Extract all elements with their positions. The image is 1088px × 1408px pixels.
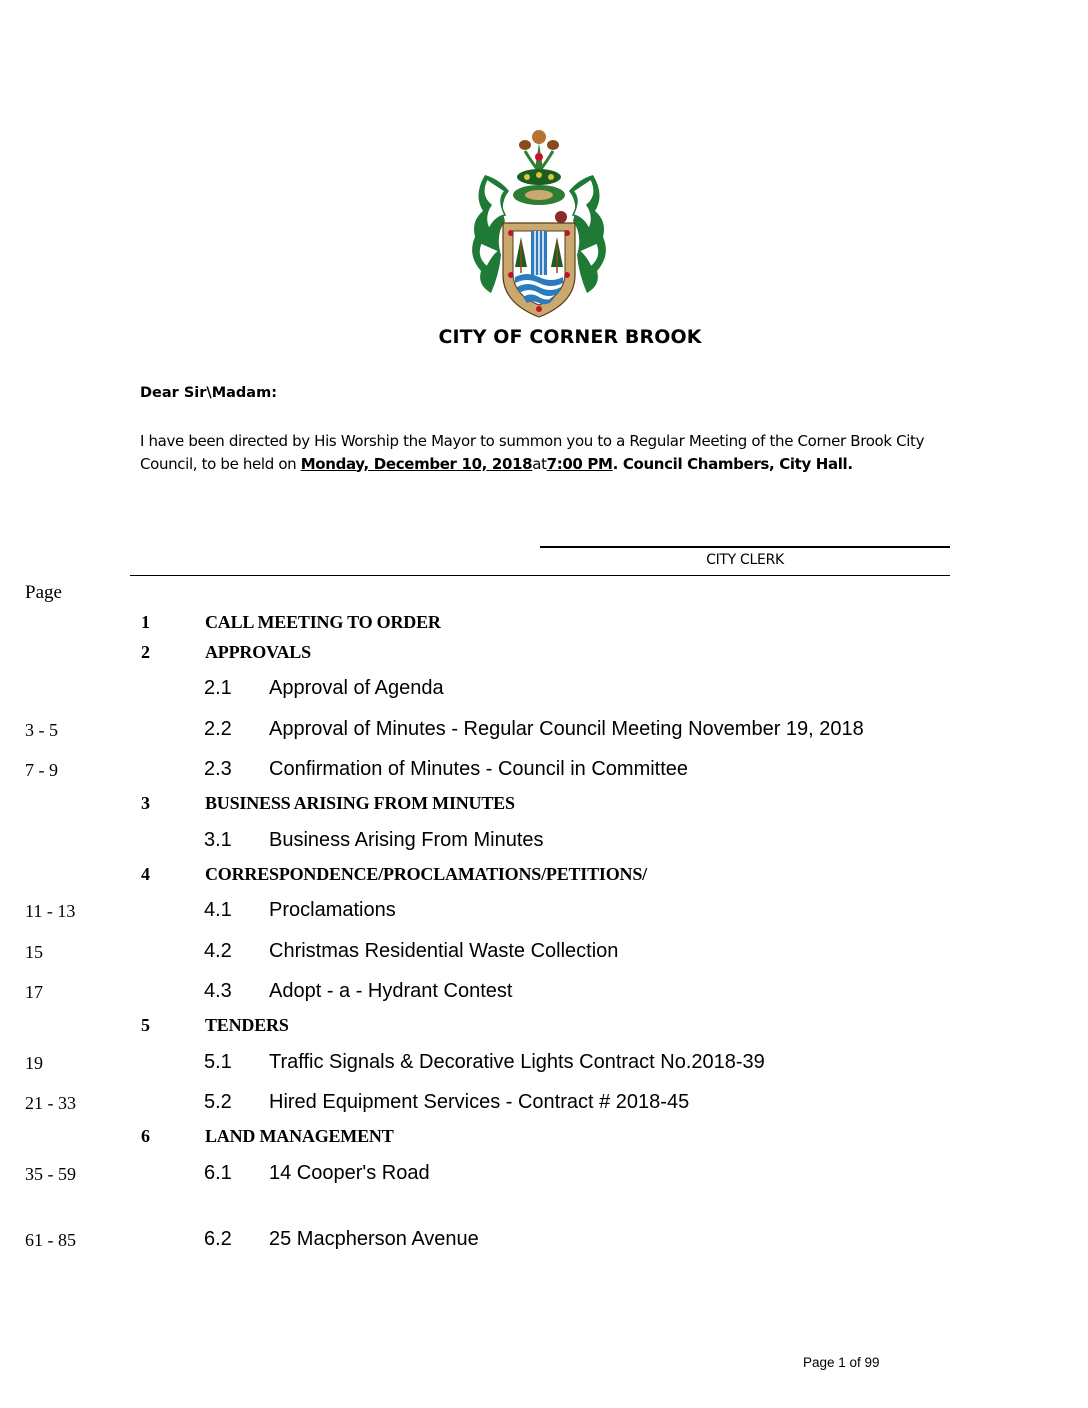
item-number: 5.2 — [204, 1091, 232, 1113]
agenda-section — [0, 1126, 1088, 1156]
item-pages: 17 — [25, 982, 43, 1002]
city-name-title: CITY OF CORNER BROOK — [438, 326, 702, 348]
section-number: 5 — [141, 1015, 150, 1035]
item-number: 4.2 — [204, 940, 232, 962]
meeting-date: Monday, December 10, 2018 — [300, 454, 533, 473]
item-pages: 3 - 5 — [25, 720, 58, 740]
item-pages: 61 - 85 — [25, 1230, 76, 1250]
agenda-item — [0, 940, 1088, 970]
item-title: Christmas Residential Waste Collection — [269, 940, 619, 962]
item-number: 2.2 — [204, 718, 232, 740]
section-number: 3 — [141, 793, 150, 813]
item-pages: 21 - 33 — [25, 1093, 76, 1113]
section-title: APPROVALS — [205, 642, 311, 662]
summons-paragraph — [140, 430, 940, 475]
item-title: Traffic Signals & Decorative Lights Contract No.2018-39 — [269, 1051, 765, 1073]
agenda-section — [0, 793, 1088, 823]
agenda-item — [0, 980, 1088, 1010]
item-pages: 11 - 13 — [25, 901, 76, 921]
item-number: 6.2 — [204, 1228, 232, 1250]
section-title: LAND MANAGEMENT — [205, 1126, 394, 1146]
agenda-item — [0, 1091, 1088, 1121]
item-pages: 19 — [25, 1053, 43, 1073]
section-number: 6 — [141, 1126, 150, 1146]
section-title: BUSINESS ARISING FROM MINUTES — [205, 793, 515, 813]
item-title: Hired Equipment Services - Contract # 2018-45 — [269, 1091, 690, 1113]
item-title: Approval of Agenda — [269, 677, 444, 699]
item-number: 3.1 — [204, 829, 232, 851]
item-number: 4.3 — [204, 980, 232, 1002]
agenda-section — [0, 642, 1088, 672]
meeting-location: . Council Chambers, City Hall. — [612, 454, 853, 473]
item-title: Approval of Minutes - Regular Council Meeting November 19, 2018 — [269, 718, 864, 740]
item-number: 2.1 — [204, 677, 232, 699]
agenda-item — [0, 758, 1088, 788]
section-title: TENDERS — [205, 1015, 289, 1035]
item-pages: 35 - 59 — [25, 1164, 76, 1184]
section-number: 4 — [141, 864, 150, 884]
item-title: Business Arising From Minutes — [269, 829, 544, 851]
page-indicator: Page 1 of 99 — [803, 1355, 880, 1370]
agenda-item — [0, 829, 1088, 859]
agenda-item — [0, 899, 1088, 929]
item-title: 14 Cooper's Road — [269, 1162, 430, 1184]
item-number: 4.1 — [204, 899, 232, 921]
section-title: CORRESPONDENCE/PROCLAMATIONS/PETITIONS/ — [205, 864, 647, 884]
agenda-item — [0, 1228, 1088, 1258]
agenda-section — [0, 1015, 1088, 1045]
at-text: at — [532, 454, 547, 473]
agenda-section — [0, 612, 1088, 642]
section-number: 2 — [141, 642, 150, 662]
item-pages: 15 — [25, 942, 43, 962]
agenda-item — [0, 677, 1088, 707]
item-title: Adopt - a - Hydrant Contest — [269, 980, 513, 1002]
city-crest-icon — [465, 125, 613, 325]
item-number: 2.3 — [204, 758, 232, 780]
salutation: Dear Sir\Madam: — [140, 385, 277, 401]
signature-line — [540, 546, 950, 548]
page-column-label: Page — [25, 582, 62, 603]
agenda-section — [0, 864, 1088, 894]
agenda-item — [0, 1162, 1088, 1192]
agenda-item — [0, 1051, 1088, 1081]
agenda-item — [0, 718, 1088, 748]
divider — [130, 575, 950, 576]
item-pages: 7 - 9 — [25, 760, 58, 780]
section-number: 1 — [141, 612, 150, 632]
item-number: 6.1 — [204, 1162, 232, 1184]
item-title: Proclamations — [269, 899, 396, 921]
section-title: CALL MEETING TO ORDER — [205, 612, 441, 632]
item-number: 5.1 — [204, 1051, 232, 1073]
summons-text: I have been directed by His Worship the Mayor to summon you to a Regular Meeting of the Corner Brook City Council, to be held on — [140, 432, 925, 473]
item-title: 25 Macpherson Avenue — [269, 1228, 479, 1250]
item-title: Confirmation of Minutes - Council in Committee — [269, 758, 689, 780]
meeting-time: 7:00 PM — [546, 454, 613, 473]
city-clerk-label: CITY CLERK — [706, 552, 784, 568]
